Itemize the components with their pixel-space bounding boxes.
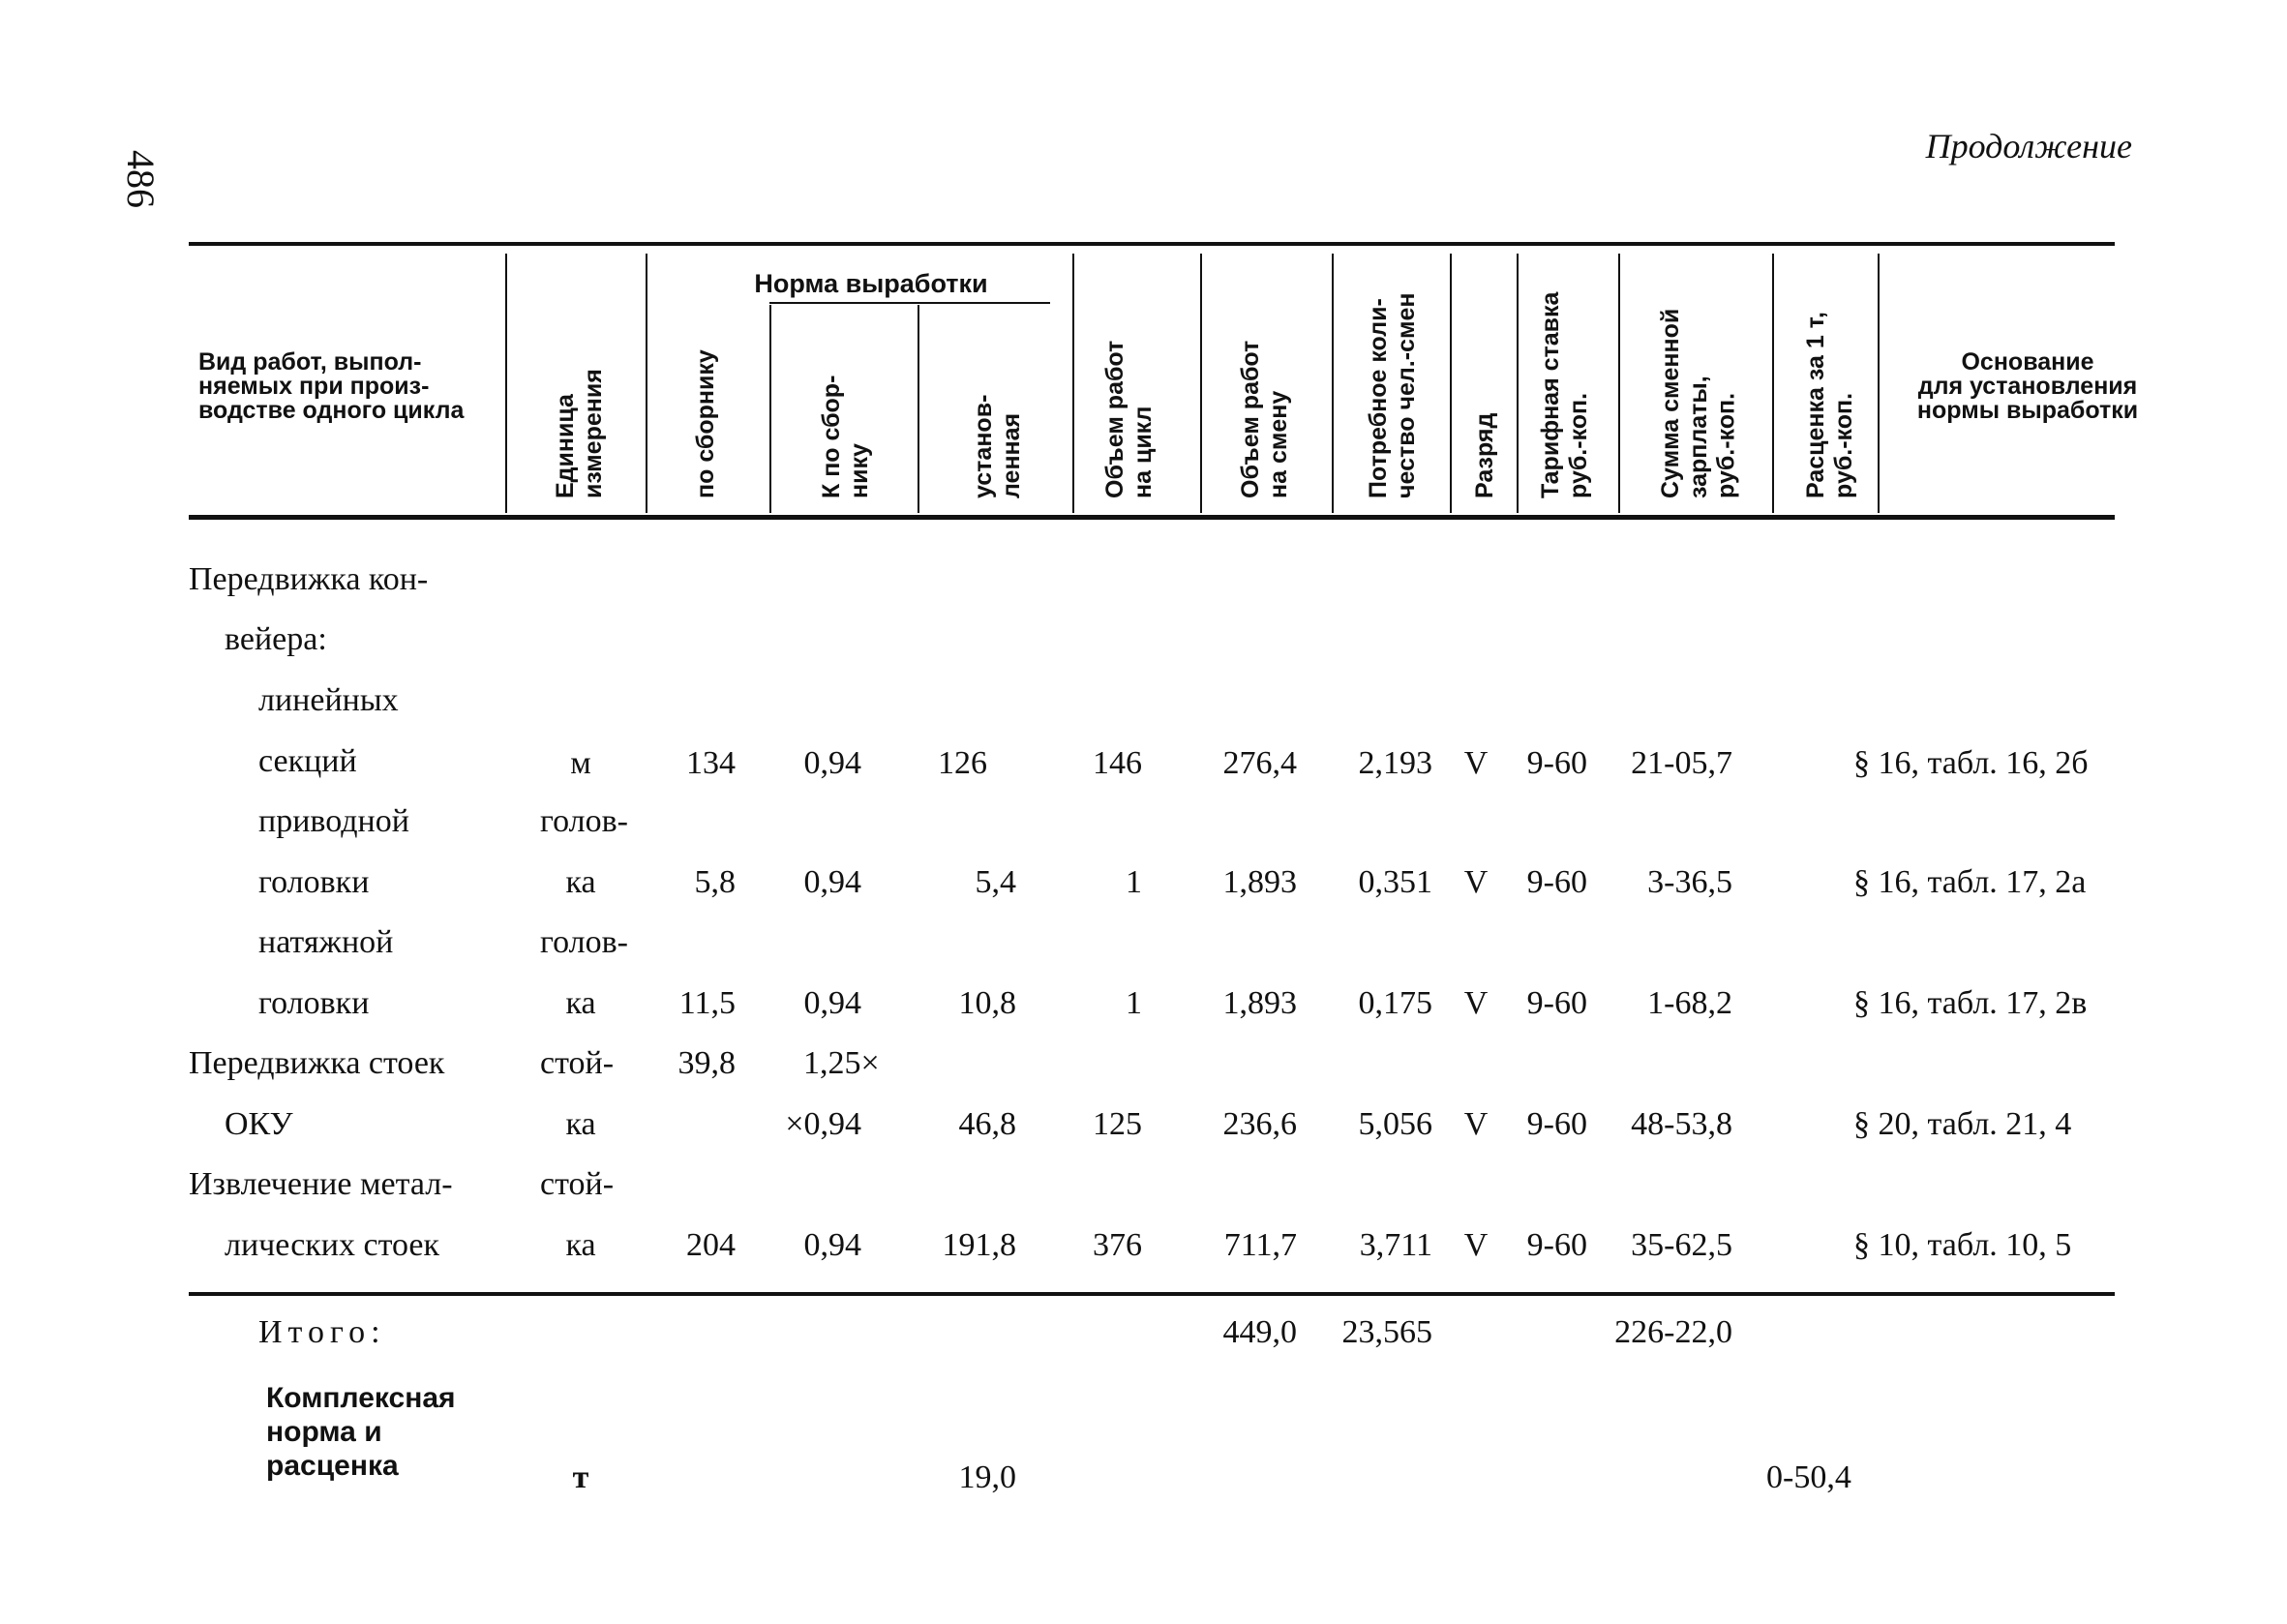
header-required: Потребное коли- чество чел.-смен <box>1365 292 1420 498</box>
required-cell: 0,351 <box>1358 864 1432 900</box>
col-sep <box>1517 254 1519 513</box>
by-collection-cell: 11,5 <box>678 985 736 1021</box>
unit-cell: ка <box>565 864 596 900</box>
col-sep <box>1332 254 1334 513</box>
row-name: Передвижка стоек <box>189 1045 445 1081</box>
required-cell: 2,193 <box>1358 745 1432 781</box>
tariff-cell: 9-60 <box>1526 985 1587 1021</box>
header-volume-shift: Объем работ на смену <box>1237 340 1292 498</box>
col-sep <box>1878 254 1880 513</box>
required-cell: 3,711 <box>1359 1227 1432 1263</box>
k-cell: 0,94 <box>803 864 861 900</box>
by-collection-cell: 134 <box>686 745 736 781</box>
unit-cell: ка <box>565 1106 596 1142</box>
col-sep <box>769 305 771 513</box>
totals-volume-shift: 449,0 <box>1222 1314 1297 1350</box>
totals-rule <box>189 1292 2115 1296</box>
k-cell: 0,94 <box>803 985 861 1021</box>
row-name: линейных <box>258 682 399 718</box>
basis-cell: § 20, табл. 21, 4 <box>1853 1106 2072 1142</box>
volume-cycle-cell: 125 <box>1093 1106 1142 1142</box>
row-name: лических стоек <box>225 1227 440 1263</box>
tariff-cell: 9-60 <box>1526 1227 1587 1263</box>
sum-cell: 35-62,5 <box>1631 1227 1732 1263</box>
header-norm-group: Норма выработки <box>754 269 988 298</box>
header-rate-per-t: Расценка за 1 т, руб.-коп. <box>1802 312 1857 498</box>
by-collection-cell: 39,8 <box>677 1045 736 1081</box>
header-sum-wage: Сумма сменной зарплаты, руб.-коп. <box>1657 308 1740 498</box>
basis-cell: § 16, табл. 17, 2в <box>1853 985 2088 1021</box>
sum-cell: 1-68,2 <box>1647 985 1732 1021</box>
col-sep <box>1618 254 1620 513</box>
row-name: натяжной <box>258 924 394 960</box>
header-unit: Единица измерения <box>552 369 607 498</box>
row-name: вейера: <box>225 621 327 657</box>
col-sep <box>1772 254 1774 513</box>
grade-cell: V <box>1463 864 1489 900</box>
row-name: секций <box>258 743 357 779</box>
basis-cell: § 16, табл. 16, 2б <box>1853 745 2089 781</box>
unit-cell: стой- <box>540 1166 615 1202</box>
complex-established: 19,0 <box>958 1459 1016 1495</box>
volume-shift-cell: 236,6 <box>1222 1106 1297 1142</box>
tariff-cell: 9-60 <box>1526 864 1587 900</box>
complex-unit: т <box>572 1459 589 1495</box>
volume-cycle-cell: 1 <box>1126 864 1142 900</box>
header-bottom-rule <box>189 515 2115 520</box>
tariff-cell: 9-60 <box>1526 1106 1587 1142</box>
complex-label-line1: Комплексная <box>266 1382 456 1414</box>
header-by-collection: по сборнику <box>692 349 719 498</box>
totals-label: Итого: <box>258 1314 386 1350</box>
unit-cell: стой- <box>540 1045 615 1081</box>
k-cell: 0,94 <box>803 745 861 781</box>
tariff-cell: 9-60 <box>1526 745 1587 781</box>
norm-group-rule <box>769 302 1050 304</box>
basis-cell: § 10, табл. 10, 5 <box>1853 1227 2072 1263</box>
col-sep <box>1072 254 1074 513</box>
grade-cell: V <box>1463 1227 1489 1263</box>
row-name: Передвижка кон- <box>189 561 429 597</box>
established-cell: 191,8 <box>942 1227 1016 1263</box>
k-cell: ×0,94 <box>785 1106 861 1142</box>
volume-cycle-cell: 146 <box>1093 745 1142 781</box>
complex-rate: 0-50,4 <box>1766 1459 1851 1495</box>
grade-cell: V <box>1463 985 1489 1021</box>
basis-cell: § 16, табл. 17, 2а <box>1853 864 2087 900</box>
unit-cell: голов- <box>540 924 628 960</box>
header-volume-cycle: Объем работ на цикл <box>1101 340 1157 498</box>
col-sep <box>505 254 507 513</box>
col-sep <box>918 305 919 513</box>
totals-required: 23,565 <box>1341 1314 1432 1350</box>
totals-sum: 226-22,0 <box>1614 1314 1732 1350</box>
page-number: 486 <box>119 150 163 208</box>
complex-label-line3: расценка <box>266 1450 399 1482</box>
row-name: Извлечение метал- <box>189 1166 453 1202</box>
unit-cell: м <box>570 745 591 781</box>
by-collection-cell: 204 <box>686 1227 736 1263</box>
header-basis: Основание для установления нормы выработки <box>1916 348 2139 424</box>
established-cell: 126 <box>938 745 987 781</box>
row-name: ОКУ <box>225 1106 293 1142</box>
table-top-rule <box>189 242 2115 246</box>
header-work-type: Вид работ, выпол- няемых при произ- водстве одного цикла <box>198 348 465 424</box>
volume-shift-cell: 1,893 <box>1222 864 1297 900</box>
volume-shift-cell: 1,893 <box>1222 985 1297 1021</box>
volume-cycle-cell: 376 <box>1093 1227 1142 1263</box>
volume-cycle-cell: 1 <box>1126 985 1142 1021</box>
grade-cell: V <box>1463 745 1489 781</box>
header-grade: Разряд <box>1471 412 1498 498</box>
k-cell: 1,25× <box>803 1045 880 1081</box>
continuation-label: Продолжение <box>1925 127 2132 165</box>
header-established: установ- ленная <box>970 394 1025 498</box>
header-tariff: Тарифная ставка руб.-коп. <box>1537 291 1592 498</box>
established-cell: 46,8 <box>958 1106 1016 1142</box>
sum-cell: 3-36,5 <box>1647 864 1732 900</box>
row-name: головки <box>258 985 370 1021</box>
unit-cell: ка <box>565 1227 596 1263</box>
by-collection-cell: 5,8 <box>694 864 736 900</box>
volume-shift-cell: 711,7 <box>1223 1227 1297 1263</box>
unit-cell: ка <box>565 985 596 1021</box>
sum-cell: 21-05,7 <box>1631 745 1732 781</box>
established-cell: 5,4 <box>975 864 1016 900</box>
required-cell: 0,175 <box>1358 985 1432 1021</box>
header-k-collection: К по сбор- нику <box>818 375 873 498</box>
unit-cell: голов- <box>540 803 628 839</box>
volume-shift-cell: 276,4 <box>1222 745 1297 781</box>
established-cell: 10,8 <box>958 985 1016 1021</box>
row-name: головки <box>258 864 370 900</box>
col-sep <box>1200 254 1202 513</box>
col-sep <box>1450 254 1452 513</box>
col-sep <box>646 254 647 513</box>
required-cell: 5,056 <box>1358 1106 1432 1142</box>
row-name: приводной <box>258 803 409 839</box>
sum-cell: 48-53,8 <box>1631 1106 1732 1142</box>
grade-cell: V <box>1463 1106 1489 1142</box>
k-cell: 0,94 <box>803 1227 861 1263</box>
complex-label-line2: норма и <box>266 1416 382 1448</box>
